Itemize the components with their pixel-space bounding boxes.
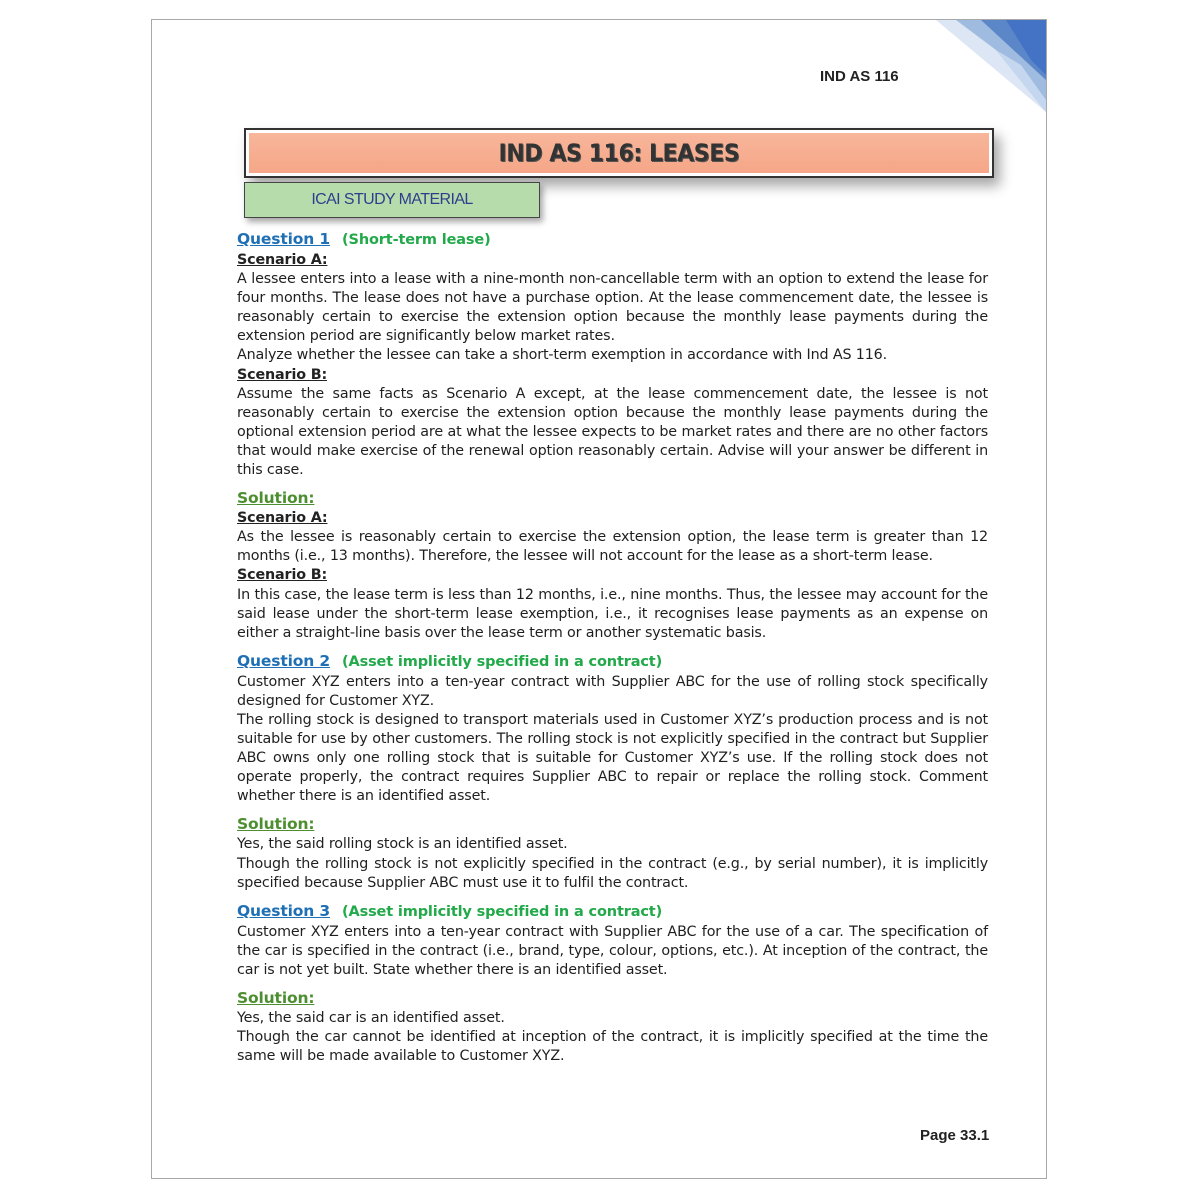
scenario-heading: Scenario A: bbox=[237, 252, 328, 268]
scenario-heading: Scenario B: bbox=[237, 366, 328, 383]
paragraph: Though the car cannot be identified at inception of the contract, it is implicitly specified at the time the same will be made available to Customer XYZ. bbox=[237, 1029, 988, 1065]
question-label: Question 2 bbox=[237, 651, 331, 670]
page-title: IND AS 116: LEASES bbox=[498, 139, 740, 167]
question-heading bbox=[237, 901, 988, 923]
question-heading bbox=[237, 651, 988, 673]
question-topic: (Asset implicitly specified in a contract) bbox=[342, 653, 663, 670]
page-number: Page 33.1 bbox=[920, 1127, 990, 1144]
paragraph: Customer XYZ enters into a ten-year contract with Supplier ABC for the use of rolling stock specifically designed for Customer XYZ. bbox=[237, 673, 988, 709]
source-tag bbox=[244, 182, 540, 218]
solution-label: Solution: bbox=[237, 815, 315, 834]
paragraph: Yes, the said car is an identified asset. bbox=[237, 1010, 505, 1026]
solution-label: Solution: bbox=[237, 989, 315, 1007]
running-header: IND AS 116 bbox=[820, 68, 899, 85]
source-tag-label: ICAI STUDY MATERIAL bbox=[311, 191, 473, 208]
scenario-heading: Scenario A: bbox=[237, 510, 328, 527]
question-heading bbox=[237, 229, 988, 251]
paragraph: In this case, the lease term is less than 12 months, i.e., nine months. Thus, the lessee may account for the said lease under the short-term lease exemption, i.e., it recognises lease payments as an expense on either a straight-line basis over the lease term or another systematic basis. bbox=[237, 586, 988, 641]
paragraph: Assume the same facts as Scenario A except, at the lease commencement date, the lessee is not reasonably certain to exercise the extension option because the monthly lease payments during the optional extension period are at what the lessee expects to be market rates and there are no other factors that would make exercise of the renewal option reasonably certain. Advise will your answer be different in this case. bbox=[237, 385, 988, 479]
paragraph: Analyze whether the lessee can take a short-term exemption in accordance with Ind AS 116. bbox=[237, 347, 888, 364]
solution-label: Solution: bbox=[237, 489, 315, 508]
paragraph: Customer XYZ enters into a ten-year contract with Supplier ABC for the use of a car. The specification of the car is specified in the contract (i.e., brand, type, colour, options, etc.). At inception of the contract, the car is not yet built. State whether there is an identified asset. bbox=[237, 923, 988, 978]
paragraph: As the lessee is reasonably certain to exercise the extension option, the lease term is greater than 12 months (i.e., 13 months). Therefore, the lessee will not account for the lease as a short-term lease. bbox=[237, 529, 988, 565]
question-topic: (Short-term lease) bbox=[342, 232, 491, 248]
corner-decoration-icon bbox=[936, 20, 1046, 112]
content bbox=[237, 229, 988, 1066]
paragraph: The rolling stock is designed to transport materials used in Customer XYZ’s production process and is not suitable for use by other customers. The rolling stock is not explicitly specified in the contract but Supplier ABC owns only one rolling stock that is suitable for Customer XYZ’s use. If the rolling stock does not operate properly, the contract requires Supplier ABC to repair or replace the rolling stock. Comment whether there is an identified asset. bbox=[237, 711, 988, 805]
paragraph: Though the rolling stock is not explicitly specified in the contract (e.g., by serial number), it is implicitly specified because Supplier ABC must use it to fulfil the contract. bbox=[237, 855, 988, 891]
paragraph: A lessee enters into a lease with a nine-month non-cancellable term with an option to extend the lease for four months. The lease does not have a purchase option. At the lease commencement date, the lessee is reasonably certain to exercise the extension option because the monthly lease payments during the extension period are significantly below market rates. bbox=[237, 271, 988, 345]
title-banner bbox=[244, 128, 994, 178]
question-label: Question 1 bbox=[237, 230, 331, 248]
paragraph: Yes, the said rolling stock is an identified asset. bbox=[237, 836, 568, 853]
document-page bbox=[151, 19, 1047, 1179]
question-topic: (Asset implicitly specified in a contract) bbox=[342, 903, 663, 920]
scenario-heading: Scenario B: bbox=[237, 567, 328, 584]
question-label: Question 3 bbox=[237, 901, 331, 920]
